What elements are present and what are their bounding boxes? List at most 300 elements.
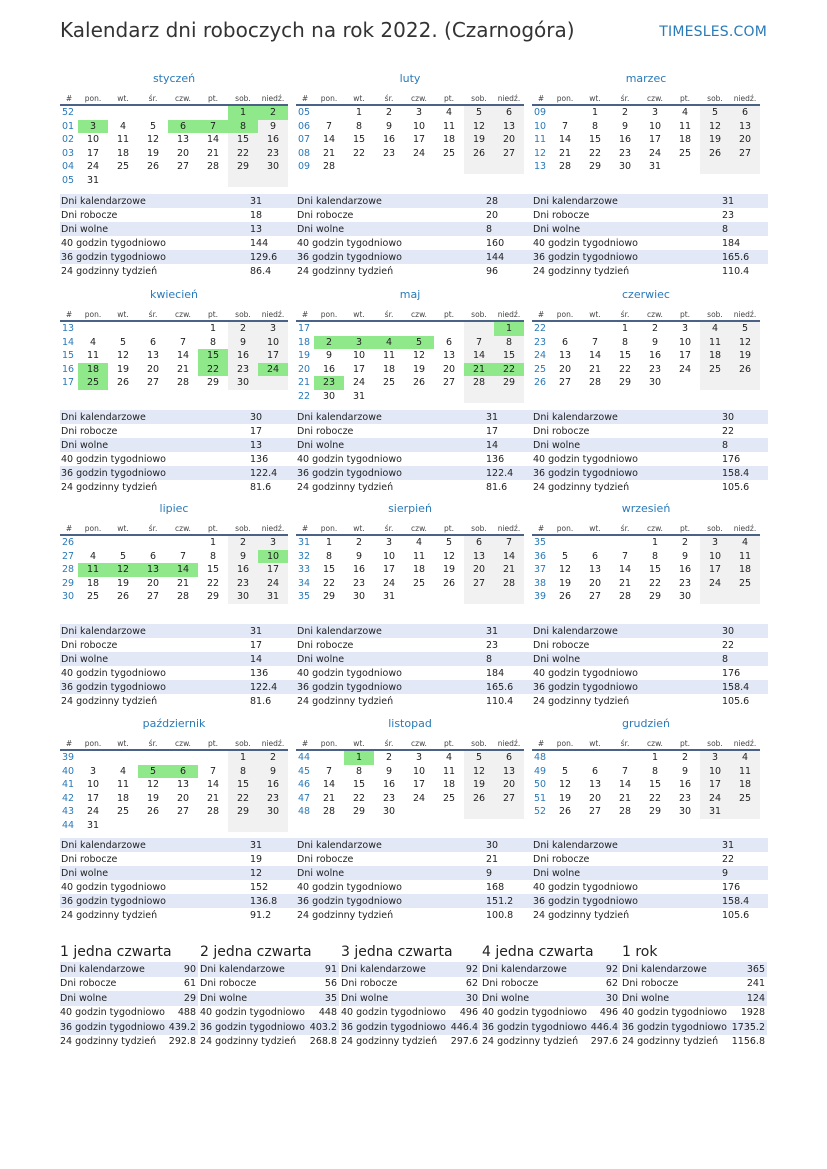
stat-label: 24 godzinny tydzień [482, 1036, 579, 1048]
day-cell: 12 [700, 120, 730, 134]
day-cell [404, 160, 434, 174]
week-number: 46 [298, 779, 311, 791]
stat-label: Dni kalendarzowe [297, 195, 382, 207]
day-cell: 14 [206, 779, 220, 791]
day-cell: 18 [116, 792, 130, 804]
stat-value: 30 [250, 411, 263, 423]
day-cell [730, 590, 760, 604]
stat-label: 40 godzin tygodniowo [533, 667, 638, 679]
day-cell: 6 [464, 535, 494, 550]
day-cell [258, 819, 288, 833]
stat-label: 40 godzin tygodniowo [533, 881, 638, 893]
month-stats [532, 410, 768, 494]
day-cell: 24 [86, 806, 100, 818]
stat-row [532, 680, 768, 694]
stat-row [296, 208, 532, 222]
day-cell [550, 321, 580, 336]
day-cell: 19 [464, 133, 494, 147]
day-cell [464, 805, 494, 819]
stat-row [60, 666, 296, 680]
stat-row [200, 962, 339, 977]
day-cell: 4 [700, 321, 730, 336]
stat-value: 168 [486, 881, 505, 893]
stat-value: 268.8 [309, 1036, 337, 1048]
day-cell: 20 [588, 577, 602, 589]
day-cell: 17 [352, 363, 366, 375]
day-cell [494, 805, 524, 819]
week-row [60, 376, 288, 390]
day-cell: 11 [382, 350, 396, 362]
day-cell: 27 [588, 591, 602, 603]
stat-label: Dni kalendarzowe [297, 411, 382, 423]
day-cell: 30 [678, 591, 692, 603]
day-cell: 22 [588, 147, 602, 159]
weekday-header: sob. [228, 308, 258, 321]
stat-value: 403.2 [309, 1021, 337, 1033]
day-cell: 28 [322, 806, 336, 818]
brand-logo[interactable]: TIMESLES.COM [659, 24, 767, 40]
month-name: maj [399, 288, 421, 301]
stat-label: Dni wolne [533, 439, 581, 451]
weekday-header: pon. [550, 308, 580, 321]
stat-value: 30 [465, 992, 478, 1004]
day-cell [108, 535, 138, 550]
day-cell: 29 [588, 161, 602, 173]
weekday-header: niedź. [494, 737, 524, 750]
day-cell: 25 [730, 792, 760, 806]
day-cell: 24 [352, 377, 366, 389]
day-cell: 24 [700, 577, 730, 591]
day-cell: 16 [618, 134, 632, 146]
day-cell: 13 [176, 779, 190, 791]
day-cell: 2 [385, 107, 393, 119]
day-cell: 22 [228, 147, 258, 161]
day-cell [434, 321, 464, 336]
stat-label: Dni wolne [61, 867, 109, 879]
stat-label: 36 godzin tygodniowo [622, 1021, 727, 1033]
stat-row [532, 194, 768, 208]
stat-label: Dni robocze [297, 209, 354, 221]
stat-row [482, 1020, 620, 1035]
day-cell: 29 [322, 591, 336, 603]
stat-label: 40 godzin tygodniowo [533, 453, 638, 465]
week-row [532, 133, 760, 147]
stat-row [532, 410, 768, 424]
week-row [296, 563, 524, 577]
week-number: 14 [62, 336, 75, 348]
weekday-header: śr. [610, 308, 640, 321]
week-row [532, 792, 760, 806]
stat-label: Dni wolne [533, 653, 581, 665]
stat-value: 122.4 [486, 467, 514, 479]
week-number: 26 [534, 377, 547, 389]
day-cell: 24 [258, 577, 288, 591]
week-row [532, 577, 760, 591]
stat-label: 36 godzin tygodniowo [61, 467, 166, 479]
day-cell: 25 [382, 377, 396, 389]
week-number: 44 [62, 819, 75, 831]
day-cell: 26 [558, 806, 572, 818]
stat-row [200, 1006, 339, 1021]
day-cell: 3 [651, 107, 659, 119]
stat-label: 40 godzin tygodniowo [61, 453, 166, 465]
day-cell [434, 805, 464, 819]
month-stats [296, 838, 532, 922]
day-cell: 18 [730, 778, 760, 792]
stat-value: 31 [486, 625, 499, 637]
day-cell: 13 [588, 564, 602, 576]
day-cell [108, 819, 138, 833]
weekday-header: wt. [580, 737, 610, 750]
stat-row [622, 977, 767, 992]
stat-row [296, 694, 532, 708]
month-stats [60, 624, 296, 708]
week-number: 03 [62, 147, 75, 159]
week-number: 39 [62, 752, 75, 764]
week-row [60, 336, 288, 350]
stat-label: 40 godzin tygodniowo [297, 881, 402, 893]
stat-label: 24 godzinny tydzień [61, 265, 158, 277]
day-cell: 27 [146, 377, 160, 389]
week-row [60, 363, 288, 377]
day-cell: 17 [700, 778, 730, 792]
day-cell [198, 819, 228, 833]
day-cell: 1 [209, 537, 217, 549]
day-cell: 25 [78, 376, 108, 390]
day-cell: 17 [700, 563, 730, 577]
day-cell [108, 321, 138, 336]
week-number: 15 [62, 350, 75, 362]
stat-row [60, 991, 198, 1006]
day-cell: 24 [648, 147, 662, 159]
stat-value: 122.4 [250, 467, 278, 479]
day-cell: 14 [588, 350, 602, 362]
weekday-header: pt. [198, 522, 228, 535]
stat-label: 40 godzin tygodniowo [61, 881, 166, 893]
weekday-header: pt. [198, 737, 228, 750]
weekday-header: sob. [700, 522, 730, 535]
day-cell: 3 [415, 107, 423, 119]
day-cell: 17 [412, 779, 426, 791]
week-row [532, 563, 760, 577]
day-cell: 5 [119, 550, 127, 562]
stat-row [200, 977, 339, 992]
stat-value: 14 [250, 653, 263, 665]
day-cell: 7 [494, 535, 524, 550]
week-row [532, 805, 760, 819]
day-cell: 18 [116, 147, 130, 159]
week-number: 27 [62, 550, 75, 562]
stat-value: 22 [722, 853, 735, 865]
month-name: listopad [388, 717, 432, 730]
day-cell: 23 [314, 376, 344, 390]
day-cell: 5 [561, 550, 569, 562]
day-cell: 8 [651, 550, 659, 562]
stat-value: 86.4 [250, 265, 272, 277]
day-cell: 10 [352, 350, 366, 362]
stat-label: 24 godzinny tydzień [533, 481, 630, 493]
weekday-header: czw. [404, 522, 434, 535]
day-cell: 28 [558, 161, 572, 173]
weekday-header: niedź. [494, 522, 524, 535]
weekday-header: niedź. [258, 308, 288, 321]
stat-row [60, 880, 296, 894]
stat-value: 105.6 [722, 909, 750, 921]
day-cell: 23 [678, 792, 692, 804]
week-row [296, 349, 524, 363]
day-cell: 9 [325, 350, 333, 362]
stat-label: Dni wolne [61, 439, 109, 451]
day-cell: 27 [146, 591, 160, 603]
week-number: 51 [534, 792, 547, 804]
day-cell: 14 [558, 134, 572, 146]
day-cell: 26 [700, 147, 730, 161]
week-row [296, 750, 524, 765]
week-row [296, 792, 524, 806]
day-cell: 13 [146, 350, 160, 362]
stat-value: 9 [486, 867, 493, 879]
day-cell: 29 [494, 376, 524, 390]
day-cell: 20 [558, 363, 572, 375]
week-number: 31 [298, 537, 311, 549]
day-cell: 31 [86, 819, 100, 831]
stat-value: 292.8 [168, 1036, 196, 1048]
day-cell: 21 [322, 147, 336, 159]
stat-label: 40 godzin tygodniowo [482, 1007, 587, 1019]
weekday-header: śr. [138, 522, 168, 535]
day-cell: 6 [168, 120, 198, 134]
weekday-header: śr. [610, 737, 640, 750]
month-calendar [60, 92, 288, 187]
day-cell: 15 [648, 564, 662, 576]
day-cell: 11 [442, 120, 456, 132]
day-cell: 7 [621, 765, 629, 777]
day-cell: 30 [618, 161, 632, 173]
day-cell: 14 [618, 779, 632, 791]
week-row [60, 750, 288, 765]
day-cell: 25 [412, 577, 426, 589]
stat-value: 56 [324, 978, 337, 990]
stat-row [60, 222, 296, 236]
day-cell: 30 [228, 376, 258, 390]
day-cell: 25 [116, 161, 130, 173]
stat-row [60, 236, 296, 250]
stat-label: Dni robocze [533, 425, 590, 437]
stat-label: Dni kalendarzowe [622, 963, 707, 975]
stat-value: 22 [722, 639, 735, 651]
weekday-header: sob. [700, 92, 730, 105]
stat-row [60, 194, 296, 208]
stat-label: 36 godzin tygodniowo [297, 467, 402, 479]
weekday-header: wt. [108, 737, 138, 750]
month-7 [60, 502, 288, 604]
weekday-header: wt. [580, 308, 610, 321]
week-number: 35 [534, 537, 547, 549]
week-number-header: # [532, 737, 550, 750]
month-5 [296, 288, 524, 403]
stat-label: Dni kalendarzowe [482, 963, 567, 975]
day-cell: 5 [404, 336, 434, 350]
stat-label: 36 godzin tygodniowo [61, 681, 166, 693]
week-number: 34 [298, 577, 311, 589]
week-row [60, 174, 288, 188]
month-1 [60, 72, 288, 187]
day-cell: 28 [618, 591, 632, 603]
day-cell: 21 [176, 577, 190, 589]
quarter-title: 4 jedna czwarta [482, 944, 594, 960]
stat-row [60, 694, 296, 708]
day-cell: 29 [206, 377, 220, 389]
weekday-header: czw. [168, 92, 198, 105]
day-cell: 11 [116, 134, 130, 146]
stat-row [200, 1035, 339, 1050]
day-cell: 21 [618, 792, 632, 804]
stat-label: 36 godzin tygodniowo [533, 467, 638, 479]
weekday-header: śr. [374, 522, 404, 535]
day-cell: 4 [89, 336, 97, 348]
weekday-header: niedź. [730, 92, 760, 105]
week-row [532, 105, 760, 120]
stat-value: 165.6 [722, 251, 750, 263]
week-number: 19 [298, 350, 311, 362]
stat-row [532, 424, 768, 438]
stat-row [482, 977, 620, 992]
stat-row [200, 991, 339, 1006]
day-cell: 29 [228, 160, 258, 174]
stat-value: 8 [486, 223, 493, 235]
day-cell: 8 [355, 765, 363, 777]
week-number: 16 [62, 363, 75, 375]
stat-row [341, 1006, 480, 1021]
weekday-header: pon. [78, 308, 108, 321]
stat-row [60, 638, 296, 652]
day-cell: 24 [700, 792, 730, 806]
week-number: 52 [62, 107, 75, 119]
day-cell: 29 [618, 377, 632, 389]
weekday-header: pt. [670, 522, 700, 535]
day-cell: 14 [322, 134, 336, 146]
stat-label: Dni robocze [533, 853, 590, 865]
stat-label: 40 godzin tygodniowo [341, 1007, 446, 1019]
weekday-header: pt. [670, 737, 700, 750]
day-cell: 6 [591, 765, 599, 777]
day-cell: 19 [700, 133, 730, 147]
stat-row [532, 894, 768, 908]
week-row [60, 147, 288, 161]
weekday-header: sob. [228, 92, 258, 105]
day-cell [258, 174, 288, 188]
stat-label: 24 godzinny tydzień [61, 909, 158, 921]
weekday-header: pon. [314, 522, 344, 535]
week-row [532, 160, 760, 174]
day-cell: 1 [228, 750, 258, 765]
weekday-header: pon. [78, 522, 108, 535]
day-cell: 1 [591, 107, 599, 119]
stat-label: 24 godzinny tydzień [297, 909, 394, 921]
week-row [60, 792, 288, 806]
day-cell: 7 [621, 550, 629, 562]
day-cell: 1 [621, 323, 629, 335]
day-cell [700, 376, 730, 390]
weekday-header: czw. [168, 522, 198, 535]
stat-label: Dni kalendarzowe [61, 411, 146, 423]
day-cell [78, 321, 108, 336]
week-row [532, 750, 760, 765]
quarter-title: 1 jedna czwarta [60, 944, 172, 960]
day-cell: 19 [558, 792, 572, 804]
day-cell: 28 [176, 591, 190, 603]
day-cell: 7 [179, 550, 187, 562]
day-cell: 7 [198, 120, 228, 134]
weekday-header: sob. [700, 737, 730, 750]
day-cell [700, 160, 730, 174]
stat-value: 297.6 [590, 1036, 618, 1048]
week-row [60, 105, 288, 120]
week-row [532, 535, 760, 550]
weekday-header: śr. [374, 92, 404, 105]
week-number: 24 [534, 350, 547, 362]
day-cell [580, 535, 610, 550]
month-calendar [532, 308, 760, 390]
stat-value: 124 [746, 992, 765, 1004]
weekday-header: śr. [138, 737, 168, 750]
day-cell [494, 160, 524, 174]
day-cell: 3 [700, 750, 730, 765]
day-cell: 8 [651, 765, 659, 777]
stat-value: 365 [746, 963, 765, 975]
week-row [532, 321, 760, 336]
stat-row [296, 466, 532, 480]
month-name: luty [399, 72, 421, 85]
stat-value: 129.6 [250, 251, 278, 263]
week-row [60, 590, 288, 604]
weekday-header: czw. [168, 308, 198, 321]
day-cell: 4 [415, 537, 423, 549]
stat-row [296, 452, 532, 466]
stat-row [296, 222, 532, 236]
month-calendar [60, 308, 288, 390]
stat-value: 81.6 [486, 481, 508, 493]
stat-value: 23 [486, 639, 499, 651]
day-cell: 16 [258, 778, 288, 792]
day-cell: 22 [206, 577, 220, 589]
day-cell [108, 750, 138, 765]
stat-row [296, 264, 532, 278]
day-cell: 28 [322, 161, 336, 173]
day-cell [168, 750, 198, 765]
weekday-header: czw. [404, 92, 434, 105]
stat-label: 36 godzin tygodniowo [61, 895, 166, 907]
day-cell: 24 [258, 363, 288, 377]
day-cell: 4 [374, 336, 404, 350]
day-cell: 9 [355, 550, 363, 562]
stat-value: 176 [722, 881, 741, 893]
day-cell [434, 390, 464, 404]
day-cell: 23 [258, 792, 288, 806]
day-cell: 19 [146, 147, 160, 159]
day-cell: 31 [648, 161, 662, 173]
week-row [296, 120, 524, 134]
day-cell: 30 [258, 805, 288, 819]
day-cell: 8 [621, 336, 629, 348]
stat-row [60, 866, 296, 880]
stat-row [622, 962, 767, 977]
stat-value: 144 [486, 251, 505, 263]
day-cell: 24 [412, 792, 426, 804]
day-cell: 12 [412, 350, 426, 362]
stat-label: Dni robocze [533, 639, 590, 651]
day-cell: 1 [651, 752, 659, 764]
